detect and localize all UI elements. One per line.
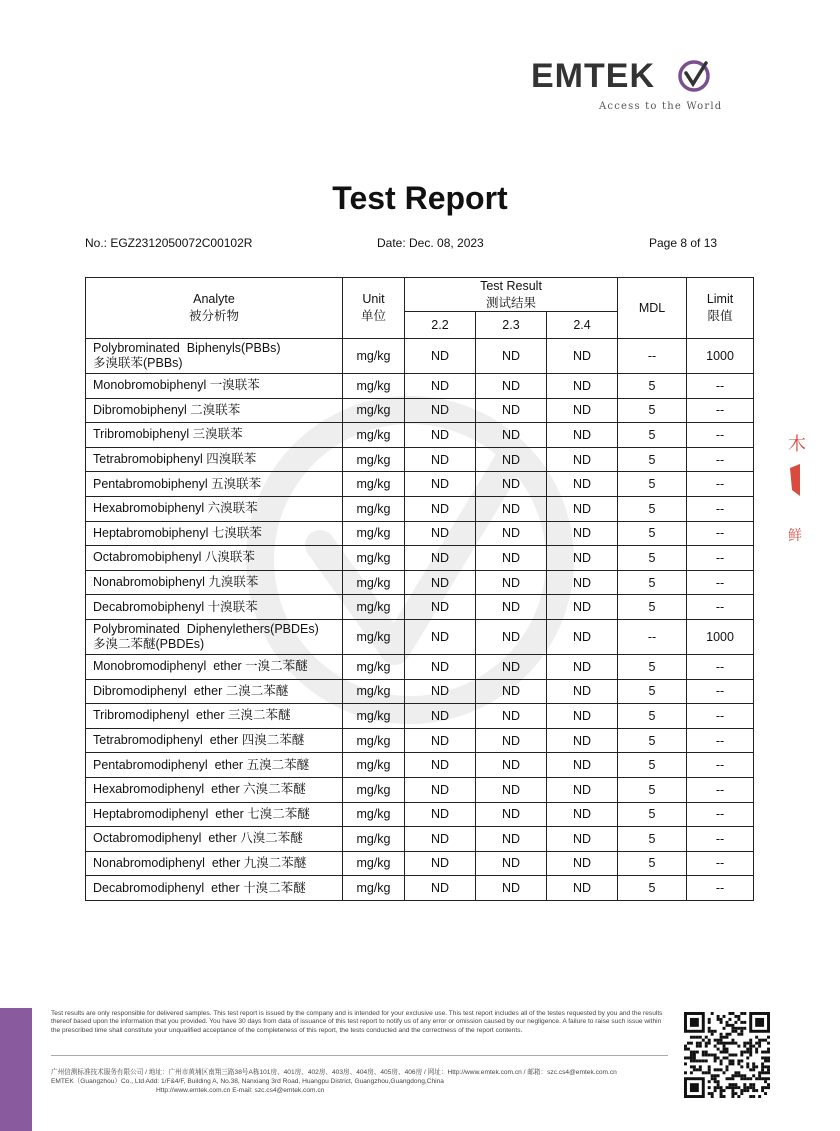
result-cell: ND (476, 521, 547, 546)
results-table-body (86, 339, 754, 901)
brand-tagline: Access to the World (599, 101, 723, 112)
result-cell: ND (476, 595, 547, 620)
limit-cell: -- (687, 521, 754, 546)
analyte-cell (86, 595, 343, 620)
analyte-cell (86, 447, 343, 472)
limit-cell: -- (687, 496, 754, 521)
table-row (86, 654, 754, 679)
unit-cell: mg/kg (343, 728, 405, 753)
unit-cell: mg/kg (343, 619, 405, 654)
table-row (86, 827, 754, 852)
footer-disclaimer: Test results are only responsible for delivered samples. This test report is issued by the company and is intended for your exclusive use. This test report includes all of the testes requested by you and the results thereof based upon the information that you provided. You have 30 days from data of issuance of this test report to notify us of any error or omission caused by our negligence. A failure to raise such issue within the prescribed time shall constitute your unqualified acceptance of the completeness of this report, the tests conducted and the correctness of the report contents. (51, 1010, 663, 1034)
result-cell: ND (405, 777, 476, 802)
header-test-result (405, 278, 618, 312)
page-title: Test Report (332, 180, 508, 216)
header-unit (343, 278, 405, 339)
header-limit (687, 278, 754, 339)
analyte-name: Nonabromodiphenyl ether 九溴二苯醚 (93, 855, 307, 870)
footer-address-cn: 广州信测标准技术服务有限公司 / 地址：广州市黄埔区南翔三路38号A栋101房、401房、402房、403房、404房、405房、406房 / 网址：Http://www.emtek.com.cn / 邮箱：szc.cs4@emtek.com.cn (51, 1069, 617, 1076)
limit-cell: -- (687, 423, 754, 448)
header-sample-1: 2.2 (405, 312, 476, 339)
result-cell: ND (476, 447, 547, 472)
analyte-cell (86, 753, 343, 778)
unit-cell: mg/kg (343, 374, 405, 399)
result-cell: ND (547, 546, 618, 571)
mdl-cell: 5 (618, 570, 687, 595)
mdl-cell: -- (618, 339, 687, 374)
footer-divider (51, 1055, 668, 1056)
table-row (86, 423, 754, 448)
page-number: Page 8 of 13 (649, 236, 718, 250)
result-cell: ND (547, 753, 618, 778)
result-cell: ND (476, 496, 547, 521)
analyte-name: Dibromobiphenyl 二溴联苯 (93, 402, 241, 417)
unit-cell: mg/kg (343, 802, 405, 827)
result-cell: ND (547, 728, 618, 753)
footer-address-en: EMTEK（Guangzhou）Co., Ltd Add: 1/F&4/F, Building A, No.38, Nanxiang 3rd Road, Huangpu District, Guangzhou,Guangdong,China (51, 1078, 444, 1085)
result-cell: ND (476, 802, 547, 827)
analyte-name-cn: 多溴联苯(PBBs) (93, 356, 183, 370)
result-cell: ND (476, 876, 547, 901)
limit-cell: -- (687, 447, 754, 472)
analyte-name: Nonabromobiphenyl 九溴联苯 (93, 575, 259, 590)
mdl-cell: 5 (618, 423, 687, 448)
result-cell: ND (547, 398, 618, 423)
table-row (86, 619, 754, 654)
analyte-name: Polybrominated Diphenylethers(PBDEs) (93, 621, 319, 636)
mdl-cell: 5 (618, 777, 687, 802)
analyte-name: Decabromobiphenyl 十溴联苯 (93, 599, 258, 614)
unit-cell: mg/kg (343, 423, 405, 448)
result-cell: ND (405, 570, 476, 595)
unit-cell: mg/kg (343, 876, 405, 901)
analyte-name: Hexabromodiphenyl ether 六溴二苯醚 (93, 782, 306, 797)
result-cell: ND (547, 876, 618, 901)
limit-cell: -- (687, 679, 754, 704)
limit-cell: -- (687, 876, 754, 901)
limit-cell: -- (687, 753, 754, 778)
svg-text:鲜: 鲜 (788, 528, 802, 544)
limit-cell: -- (687, 777, 754, 802)
qr-code (684, 1012, 770, 1098)
table-row (86, 521, 754, 546)
analyte-name: Octabromodiphenyl ether 八溴二苯醚 (93, 831, 303, 846)
analyte-name: Monobromodiphenyl ether 一溴二苯醚 (93, 659, 308, 674)
header-sample-2: 2.3 (476, 312, 547, 339)
result-cell: ND (405, 753, 476, 778)
unit-cell: mg/kg (343, 851, 405, 876)
result-cell: ND (476, 851, 547, 876)
result-cell: ND (405, 521, 476, 546)
footer-address (51, 1068, 676, 1095)
unit-cell: mg/kg (343, 827, 405, 852)
analyte-cell (86, 802, 343, 827)
limit-cell: -- (687, 654, 754, 679)
limit-cell: -- (687, 595, 754, 620)
analyte-cell (86, 851, 343, 876)
table-row (86, 398, 754, 423)
result-cell: ND (405, 398, 476, 423)
limit-cell: 1000 (687, 339, 754, 374)
result-cell: ND (476, 777, 547, 802)
mdl-cell: 5 (618, 374, 687, 399)
result-cell: ND (476, 339, 547, 374)
result-cell: ND (547, 496, 618, 521)
table-row (86, 595, 754, 620)
result-cell: ND (476, 570, 547, 595)
result-cell: ND (476, 679, 547, 704)
analyte-name: Tetrabromodiphenyl ether 四溴二苯醚 (93, 733, 305, 748)
result-cell: ND (547, 521, 618, 546)
analyte-name: Octabromobiphenyl 八溴联苯 (93, 550, 255, 565)
result-cell: ND (547, 472, 618, 497)
analyte-name: Tribromobiphenyl 三溴联苯 (93, 427, 243, 442)
results-table (85, 277, 754, 901)
result-cell: ND (405, 374, 476, 399)
footer-contact: Http://www.emtek.com.cn E-mail: szc.cs4@emtek.com.cn (156, 1087, 325, 1094)
unit-cell: mg/kg (343, 654, 405, 679)
analyte-cell (86, 398, 343, 423)
table-row (86, 753, 754, 778)
analyte-cell (86, 728, 343, 753)
table-row (86, 777, 754, 802)
logo-checkmark-icon (677, 59, 711, 93)
mdl-cell: 5 (618, 704, 687, 729)
company-logo (531, 55, 731, 115)
result-cell: ND (405, 827, 476, 852)
unit-cell: mg/kg (343, 753, 405, 778)
result-cell: ND (405, 339, 476, 374)
table-row (86, 472, 754, 497)
table-row (86, 546, 754, 571)
result-cell: ND (476, 728, 547, 753)
header-result-en: Test Result (480, 278, 542, 293)
result-cell: ND (547, 704, 618, 729)
analyte-cell (86, 546, 343, 571)
header-sample-3: 2.4 (547, 312, 618, 339)
result-cell: ND (405, 423, 476, 448)
table-row (86, 339, 754, 374)
analyte-name: Tribromodiphenyl ether 三溴二苯醚 (93, 708, 291, 723)
result-cell: ND (476, 704, 547, 729)
unit-cell: mg/kg (343, 472, 405, 497)
result-cell: ND (405, 496, 476, 521)
limit-cell: -- (687, 546, 754, 571)
result-cell: ND (405, 595, 476, 620)
mdl-cell: -- (618, 619, 687, 654)
mdl-cell: 5 (618, 595, 687, 620)
table-row (86, 704, 754, 729)
header-analyte (86, 278, 343, 339)
result-cell: ND (405, 876, 476, 901)
footer-accent-bar (0, 1008, 32, 1131)
mdl-cell: 5 (618, 876, 687, 901)
table-row (86, 851, 754, 876)
brand-name: EMTEK (531, 57, 655, 95)
result-cell: ND (405, 704, 476, 729)
header-unit-cn: 单位 (360, 309, 386, 323)
result-cell: ND (405, 851, 476, 876)
limit-cell: -- (687, 472, 754, 497)
analyte-name: Heptabromobiphenyl 七溴联苯 (93, 525, 262, 540)
table-row (86, 728, 754, 753)
result-cell: ND (476, 827, 547, 852)
header-unit-en: Unit (362, 292, 385, 306)
mdl-cell: 5 (618, 827, 687, 852)
mdl-cell: 5 (618, 496, 687, 521)
result-cell: ND (476, 423, 547, 448)
analyte-cell (86, 654, 343, 679)
analyte-cell (86, 876, 343, 901)
result-cell: ND (476, 619, 547, 654)
table-row (86, 447, 754, 472)
mdl-cell: 5 (618, 521, 687, 546)
table-row (86, 876, 754, 901)
result-cell: ND (405, 447, 476, 472)
limit-cell: 1000 (687, 619, 754, 654)
mdl-cell: 5 (618, 753, 687, 778)
unit-cell: mg/kg (343, 339, 405, 374)
result-cell: ND (405, 802, 476, 827)
analyte-cell (86, 704, 343, 729)
result-cell: ND (405, 619, 476, 654)
mdl-cell: 5 (618, 447, 687, 472)
analyte-name-cn: 多溴二苯醚(PBDEs) (93, 636, 205, 651)
unit-cell: mg/kg (343, 704, 405, 729)
analyte-name: Heptabromodiphenyl ether 七溴二苯醚 (93, 806, 310, 821)
seal-stamp-fragment (786, 420, 806, 550)
result-cell: ND (476, 398, 547, 423)
report-date: Date: Dec. 08, 2023 (377, 236, 484, 250)
analyte-cell (86, 777, 343, 802)
unit-cell: mg/kg (343, 546, 405, 571)
header-mdl: MDL (618, 278, 687, 339)
result-cell: ND (405, 728, 476, 753)
result-cell: ND (547, 827, 618, 852)
result-cell: ND (405, 546, 476, 571)
limit-cell: -- (687, 704, 754, 729)
result-cell: ND (547, 423, 618, 448)
result-cell: ND (547, 619, 618, 654)
analyte-name: Polybrominated Biphenyls(PBBs) (93, 341, 281, 355)
unit-cell: mg/kg (343, 570, 405, 595)
limit-cell: -- (687, 728, 754, 753)
report-number: No.: EGZ2312050072C00102R (85, 236, 253, 250)
header-analyte-en: Analyte (193, 292, 235, 306)
analyte-name: Pentabromobiphenyl 五溴联苯 (93, 476, 262, 491)
result-cell: ND (405, 679, 476, 704)
analyte-name: Hexabromobiphenyl 六溴联苯 (93, 501, 258, 516)
table-row (86, 496, 754, 521)
result-cell: ND (405, 472, 476, 497)
analyte-cell (86, 570, 343, 595)
analyte-name: Pentabromodiphenyl ether 五溴二苯醚 (93, 757, 310, 772)
mdl-cell: 5 (618, 654, 687, 679)
analyte-cell (86, 339, 343, 374)
analyte-name: Tetrabromobiphenyl 四溴联苯 (93, 452, 257, 467)
result-cell: ND (476, 374, 547, 399)
analyte-name: Decabromodiphenyl ether 十溴二苯醚 (93, 880, 306, 895)
limit-cell: -- (687, 398, 754, 423)
analyte-cell (86, 619, 343, 654)
analyte-name: Dibromodiphenyl ether 二溴二苯醚 (93, 683, 289, 698)
limit-cell: -- (687, 851, 754, 876)
result-cell: ND (547, 339, 618, 374)
result-cell: ND (547, 777, 618, 802)
mdl-cell: 5 (618, 546, 687, 571)
unit-cell: mg/kg (343, 398, 405, 423)
svg-text:木: 木 (788, 434, 806, 455)
analyte-cell (86, 679, 343, 704)
limit-cell: -- (687, 802, 754, 827)
limit-cell: -- (687, 570, 754, 595)
mdl-cell: 5 (618, 472, 687, 497)
result-cell: ND (547, 570, 618, 595)
unit-cell: mg/kg (343, 521, 405, 546)
result-cell: ND (476, 753, 547, 778)
result-cell: ND (476, 472, 547, 497)
unit-cell: mg/kg (343, 679, 405, 704)
limit-cell: -- (687, 374, 754, 399)
mdl-cell: 5 (618, 679, 687, 704)
unit-cell: mg/kg (343, 595, 405, 620)
table-row (86, 802, 754, 827)
mdl-cell: 5 (618, 851, 687, 876)
table-row (86, 374, 754, 399)
table-row (86, 570, 754, 595)
table-row (86, 679, 754, 704)
result-cell: ND (476, 654, 547, 679)
unit-cell: mg/kg (343, 777, 405, 802)
result-cell: ND (547, 802, 618, 827)
result-cell: ND (547, 595, 618, 620)
unit-cell: mg/kg (343, 447, 405, 472)
result-cell: ND (547, 679, 618, 704)
mdl-cell: 5 (618, 728, 687, 753)
result-cell: ND (476, 546, 547, 571)
result-cell: ND (405, 654, 476, 679)
result-cell: ND (547, 374, 618, 399)
result-cell: ND (547, 851, 618, 876)
mdl-cell: 5 (618, 398, 687, 423)
header-limit-cn: 限值 (707, 309, 733, 323)
analyte-cell (86, 496, 343, 521)
analyte-cell (86, 472, 343, 497)
analyte-cell (86, 374, 343, 399)
analyte-cell (86, 521, 343, 546)
mdl-cell: 5 (618, 802, 687, 827)
header-limit-en: Limit (706, 292, 734, 306)
limit-cell: -- (687, 827, 754, 852)
header-analyte-cn: 被分析物 (188, 309, 239, 323)
analyte-cell (86, 423, 343, 448)
analyte-cell (86, 827, 343, 852)
header-result-cn: 测试结果 (486, 295, 537, 310)
result-cell: ND (547, 654, 618, 679)
analyte-name: Monobromobiphenyl 一溴联苯 (93, 378, 260, 393)
result-cell: ND (547, 447, 618, 472)
unit-cell: mg/kg (343, 496, 405, 521)
